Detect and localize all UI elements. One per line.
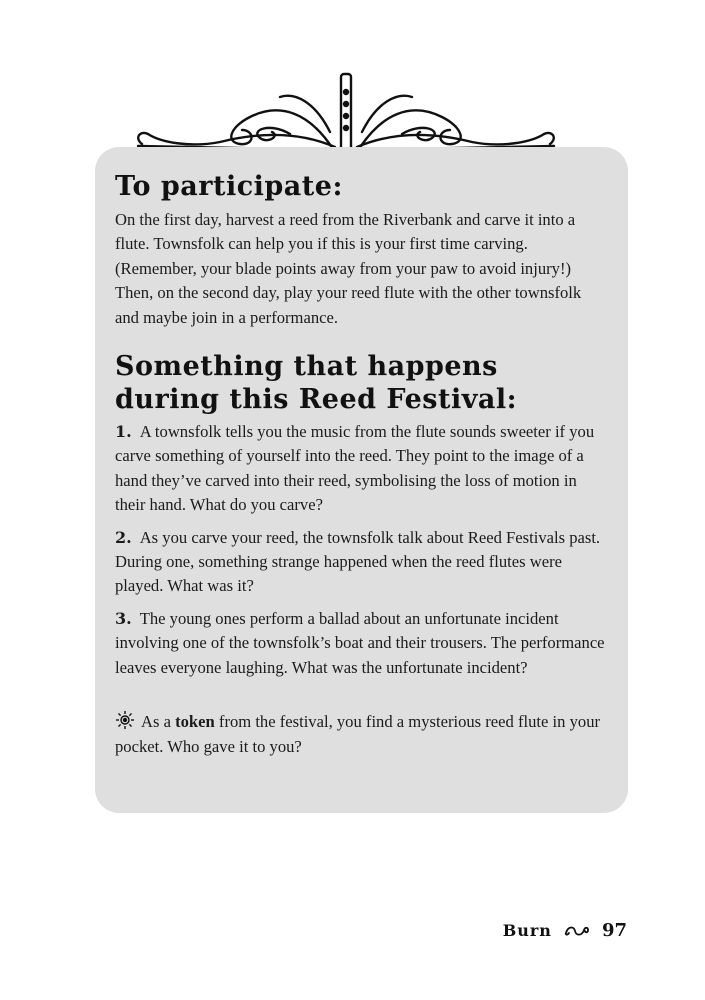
- list-item: [115, 607, 608, 680]
- page-footer: [503, 920, 627, 941]
- item-number: 3.: [115, 608, 132, 628]
- festival-card: [95, 147, 628, 813]
- token-suffix: from the festival, you find a mysterious reed flute in your pocket. Who gave it to you?: [115, 712, 601, 756]
- swirl-icon: [564, 924, 590, 938]
- list-item: [115, 420, 608, 518]
- list-item: [115, 526, 608, 599]
- token-paragraph: [115, 710, 608, 759]
- item-text: The young ones perform a ballad about an unfortunate incident involving one of the townsfolk’s boat and their trousers. The performance leaves everyone laughing. What was the unfortunate incident?: [115, 608, 605, 677]
- sun-icon: [115, 710, 135, 730]
- participate-body: On the first day, harvest a reed from the Riverbank and carve it into a flute. Townsfolk can help you if this is your first time carving. (Remember, your blade points away from your paw to avoid injury!) Then, on the second day, play your reed flute with the other townsfolk and maybe join in a performance.: [115, 210, 582, 327]
- chapter-name: Burn: [502, 921, 552, 940]
- events-heading: Something that happens during this Reed Festival:: [115, 351, 518, 416]
- item-number: 1.: [115, 422, 132, 442]
- token-word: token: [175, 712, 215, 732]
- participate-heading: To participate:: [115, 171, 343, 202]
- page-number: 97: [601, 920, 627, 941]
- item-text: As you carve your reed, the townsfolk talk about Reed Festivals past. During one, something strange happened when the reed flutes were played. What was it?: [115, 527, 601, 596]
- token-prefix: As a: [141, 712, 176, 732]
- item-number: 2.: [115, 527, 132, 547]
- item-text: A townsfolk tells you the music from the flute sounds sweeter if you carve something of yourself into the reed. They point to the image of a hand they’ve carved into their reed, symbolising the loss of motion in their hand. What do you carve?: [115, 422, 595, 515]
